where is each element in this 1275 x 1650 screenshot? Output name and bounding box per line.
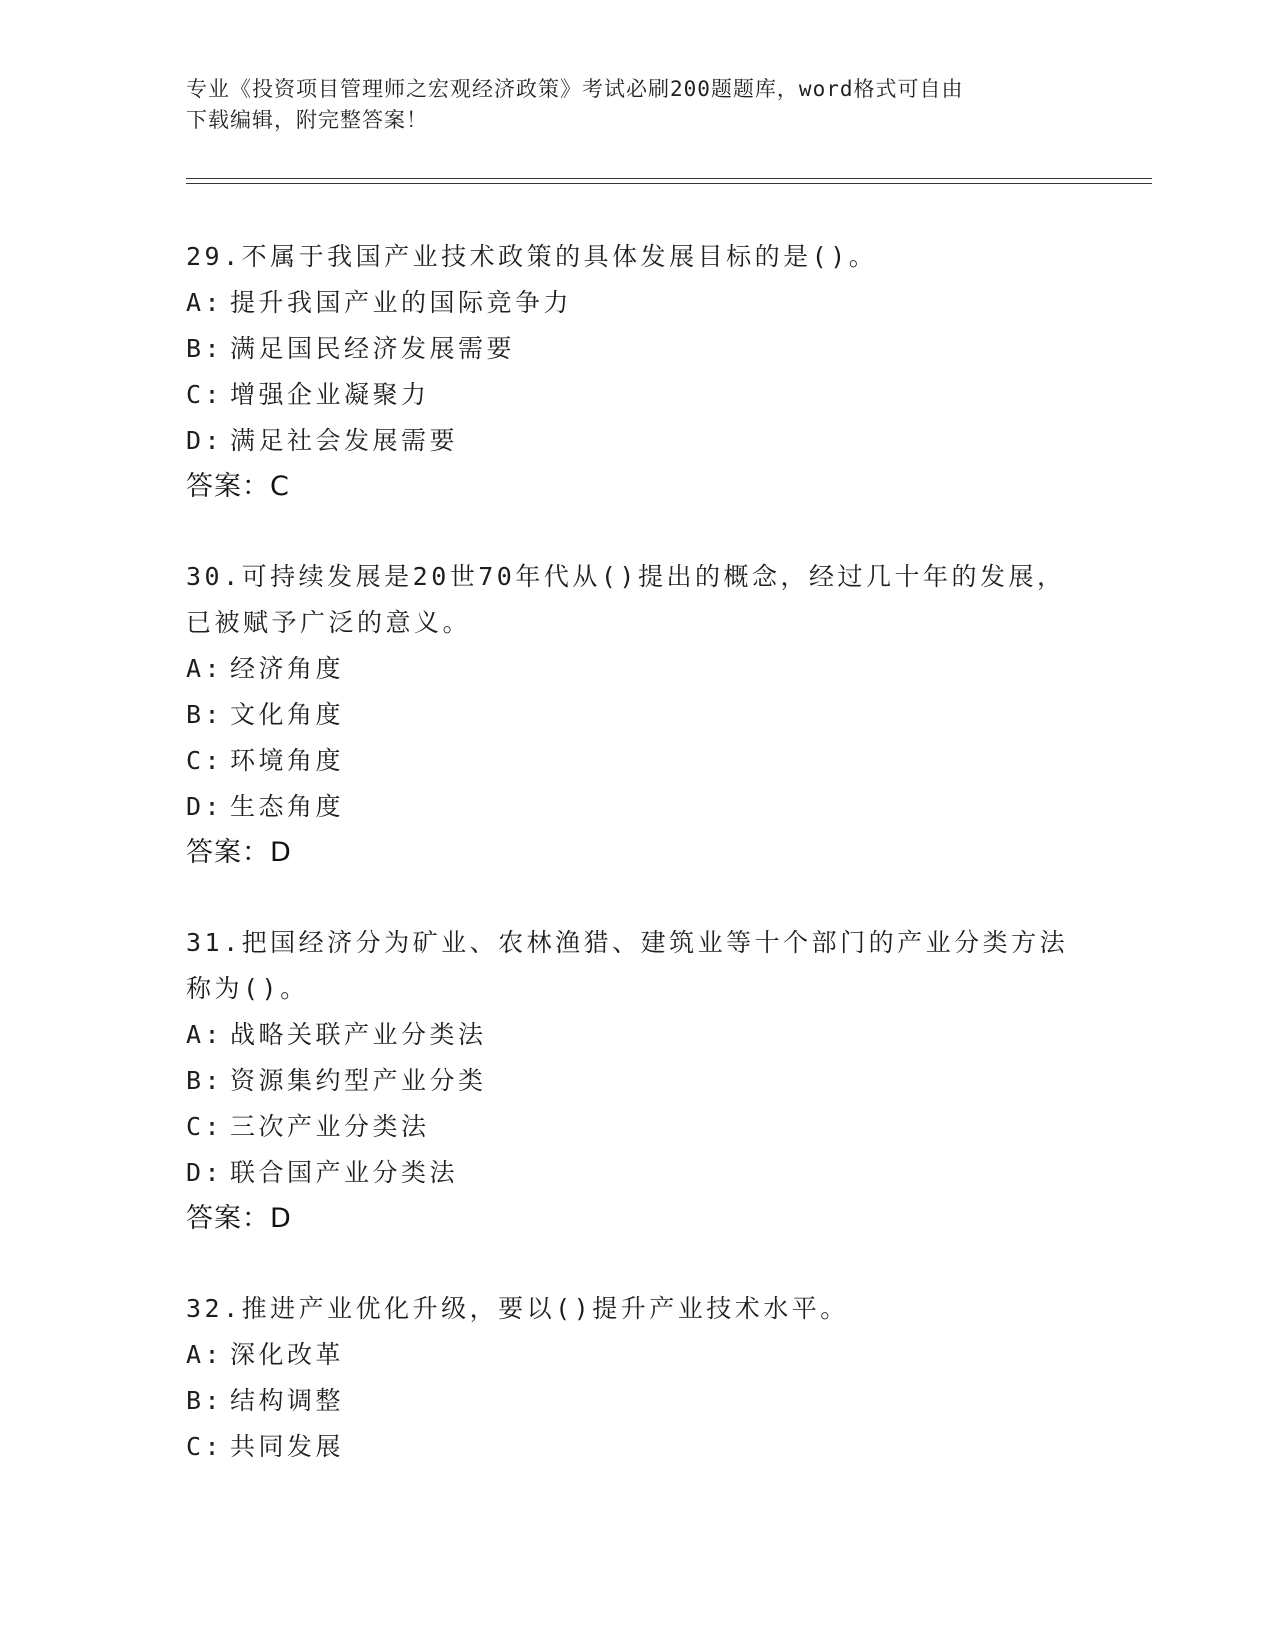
question-stem: 32.推进产业优化升级，要以()提升产业技术水平。 bbox=[186, 1294, 849, 1323]
option-d bbox=[186, 418, 1086, 464]
question-stem-continued: 称为()。 bbox=[186, 974, 309, 1003]
option-letter: A: bbox=[186, 288, 224, 317]
document-header bbox=[186, 74, 1066, 136]
question-31 bbox=[186, 920, 1086, 1242]
option-b bbox=[186, 692, 1086, 738]
option-letter: D: bbox=[186, 1158, 224, 1187]
option-letter: A: bbox=[186, 654, 224, 683]
option-b bbox=[186, 1378, 1086, 1424]
header-line-2: 下载编辑，附完整答案！ bbox=[186, 108, 428, 132]
option-c bbox=[186, 1104, 1086, 1150]
option-letter: D: bbox=[186, 426, 224, 455]
option-letter: B: bbox=[186, 1386, 224, 1415]
option-letter: C: bbox=[186, 1112, 224, 1141]
option-text: 生态角度 bbox=[230, 792, 345, 821]
question-stem: 30.可持续发展是20世70年代从()提出的概念，经过几十年的发展， bbox=[186, 562, 1066, 591]
option-text: 结构调整 bbox=[230, 1386, 345, 1415]
option-text: 资源集约型产业分类 bbox=[230, 1066, 487, 1095]
answer-text: 答案：D bbox=[186, 1203, 292, 1234]
option-text: 经济角度 bbox=[230, 654, 345, 683]
option-text: 三次产业分类法 bbox=[230, 1112, 430, 1141]
option-letter: C: bbox=[186, 746, 224, 775]
option-c bbox=[186, 738, 1086, 784]
option-text: 环境角度 bbox=[230, 746, 345, 775]
question-stem: 31.把国经济分为矿业、农林渔猎、建筑业等十个部门的产业分类方法 bbox=[186, 928, 1069, 957]
option-letter: A: bbox=[186, 1340, 224, 1369]
header-divider-bottom bbox=[186, 183, 1152, 184]
option-c bbox=[186, 372, 1086, 418]
option-text: 提升我国产业的国际竞争力 bbox=[230, 288, 573, 317]
option-text: 满足国民经济发展需要 bbox=[230, 334, 516, 363]
question-list bbox=[186, 234, 1086, 1514]
header-divider-top bbox=[186, 178, 1152, 179]
option-a bbox=[186, 1012, 1086, 1058]
option-text: 共同发展 bbox=[230, 1432, 345, 1461]
option-letter: C: bbox=[186, 1432, 224, 1461]
answer-text: 答案：C bbox=[186, 471, 290, 502]
option-text: 深化改革 bbox=[230, 1340, 345, 1369]
option-a bbox=[186, 280, 1086, 326]
header-line-1: 专业《投资项目管理师之宏观经济政策》考试必刷200题题库，word格式可自由 bbox=[186, 77, 964, 101]
answer-text: 答案：D bbox=[186, 837, 292, 868]
option-text: 联合国产业分类法 bbox=[230, 1158, 459, 1187]
option-letter: C: bbox=[186, 380, 224, 409]
option-b bbox=[186, 326, 1086, 372]
option-text: 文化角度 bbox=[230, 700, 345, 729]
option-a bbox=[186, 1332, 1086, 1378]
question-stem-continued: 已被赋予广泛的意义。 bbox=[186, 608, 472, 637]
question-29 bbox=[186, 234, 1086, 510]
option-letter: B: bbox=[186, 334, 224, 363]
question-32 bbox=[186, 1286, 1086, 1470]
option-text: 战略关联产业分类法 bbox=[230, 1020, 487, 1049]
option-text: 满足社会发展需要 bbox=[230, 426, 459, 455]
option-d bbox=[186, 784, 1086, 830]
option-d bbox=[186, 1150, 1086, 1196]
option-b bbox=[186, 1058, 1086, 1104]
option-c bbox=[186, 1424, 1086, 1470]
option-a bbox=[186, 646, 1086, 692]
option-letter: B: bbox=[186, 700, 224, 729]
option-letter: A: bbox=[186, 1020, 224, 1049]
option-letter: D: bbox=[186, 792, 224, 821]
option-text: 增强企业凝聚力 bbox=[230, 380, 430, 409]
question-30 bbox=[186, 554, 1086, 876]
option-letter: B: bbox=[186, 1066, 224, 1095]
question-stem: 29.不属于我国产业技术政策的具体发展目标的是()。 bbox=[186, 242, 878, 271]
